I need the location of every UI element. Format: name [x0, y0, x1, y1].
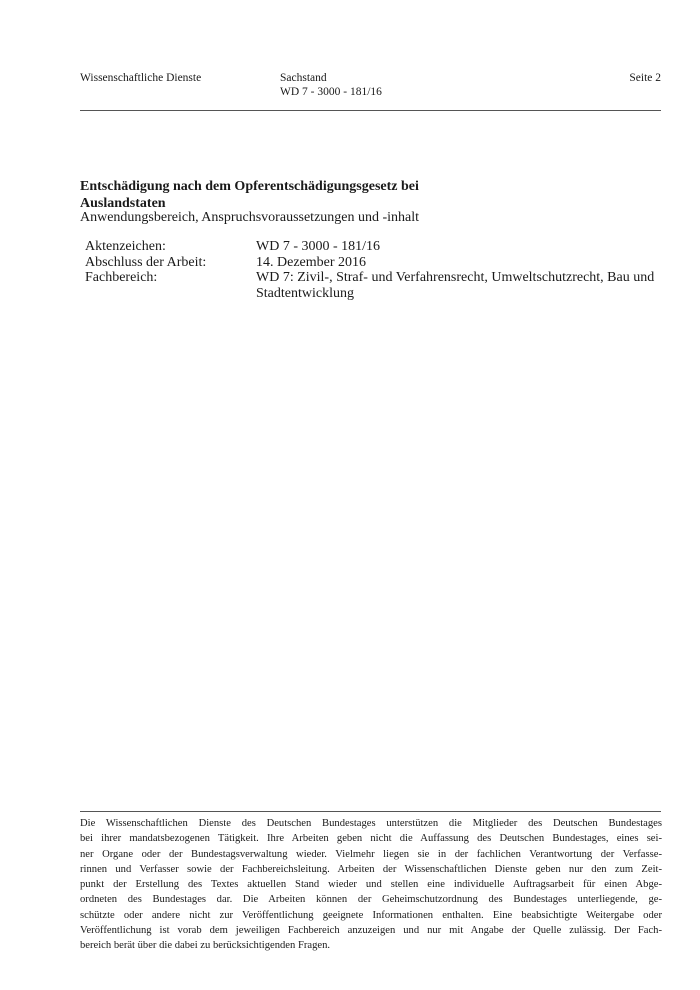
- meta-row-fachbereich: [85, 270, 661, 301]
- document-subtitle: Anwendungsbereich, Anspruchsvoraussetzungen und -inhalt: [80, 210, 420, 225]
- header-doc-type: Sachstand: [280, 72, 327, 84]
- meta-label: Abschluss der Arbeit:: [85, 254, 207, 270]
- disclaimer-line: Die Wissenschaftlichen Dienste des Deutschen Bundestages unterstützen die Mitglieder des Deutschen Bundestages: [80, 818, 662, 829]
- meta-label: Aktenzeichen:: [85, 239, 166, 254]
- disclaimer-line: punkt der Erstellung des Textes aktuellen Stand wieder und stellen eine individuelle Auftragsarbeit für einen Abge-: [80, 879, 662, 891]
- header-organization: Wissenschaftliche Dienste: [80, 72, 202, 84]
- footer-divider: [80, 811, 661, 812]
- metadata-table: [85, 239, 661, 301]
- disclaimer-text: [80, 816, 662, 954]
- header-divider: [80, 110, 661, 111]
- meta-value: 14. Dezember 2016: [256, 254, 367, 270]
- header-doc-number: WD 7 - 3000 - 181/16: [280, 86, 382, 98]
- meta-row-abschluss: [85, 255, 661, 271]
- disclaimer-line: schützte oder andere nicht zur Veröffentlichung geeignete Informationen enthalten. Eine beabsichtigte Weitergabe oder: [80, 909, 662, 921]
- title-line-1: Entschädigung nach dem Opferentschädigungsgesetz bei: [80, 179, 419, 194]
- disclaimer-line: Veröffentlichung ist vorab dem jeweiligen Fachbereich anzuzeigen und nur mit Angabe der Quelle zulässig. Der Fach-: [80, 925, 662, 937]
- disclaimer-line: bereich berät über die dabei zu berücksichtigenden Fragen.: [80, 940, 331, 952]
- meta-label: Fachbereich:: [85, 270, 158, 285]
- disclaimer-line: ordneten des Bundestages dar. Die Arbeiten können der Geheimschutzordnung des Bundestages unterliegende, ge-: [80, 894, 662, 906]
- document-title: [80, 178, 640, 212]
- header-document-info: [280, 71, 382, 99]
- meta-row-aktenzeichen: [85, 239, 661, 255]
- header-page-number: Seite 2: [629, 72, 661, 84]
- title-line-2: Auslandstaten: [80, 196, 166, 211]
- disclaimer-line: ner Organe oder der Bundestagsverwaltung wieder. Vielmehr liegen sie in der fachlichen Verantwortung der Verfasse-: [80, 848, 662, 860]
- meta-value: WD 7: Zivil-, Straf- und Verfahrensrecht, Umweltschutzrecht, Bau und Stadtentwicklung: [256, 270, 655, 301]
- disclaimer-line: rinnen und Verfasser sowie der Fachbereichsleitung. Arbeiten der Wissenschaftlichen Dienste geben nur den zum Zeit-: [80, 863, 662, 875]
- meta-value: WD 7 - 3000 - 181/16: [256, 239, 381, 254]
- disclaimer-line: bei ihrer mandatsbezogenen Tätigkeit. Ihre Arbeiten geben nicht die Auffassung des Deutschen Bundestages, eines sei-: [80, 833, 662, 845]
- page-header: [80, 71, 661, 107]
